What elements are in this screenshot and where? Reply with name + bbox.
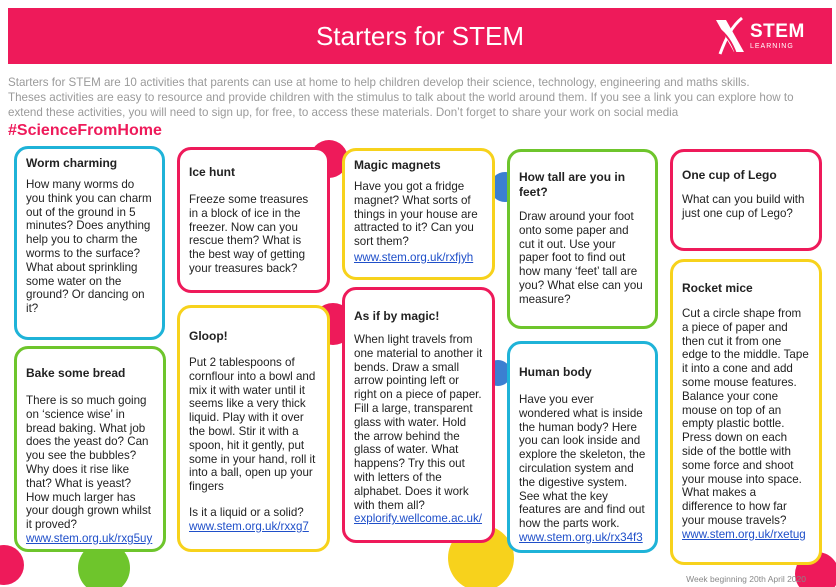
card-title: Ice hunt <box>189 165 236 179</box>
card-title: Human body <box>519 365 592 379</box>
card-how-tall <box>507 149 658 329</box>
header-banner <box>8 8 832 64</box>
link-rocket-mice[interactable]: www.stem.org.uk/rxetug <box>682 527 806 541</box>
card-one-cup-lego <box>670 149 822 251</box>
intro-text <box>8 75 832 120</box>
card-gloop <box>177 305 330 552</box>
card-body: Put 2 tablespoons of cornflour into a bowl and mix it with water until it seems like a very thick liquid. Play with it over the bowl. Stir it with a spoon, hit it gently, put some in your hand, roll it into a ball, open up your fingers <box>189 356 316 494</box>
card-body: Have you got a fridge magnet? What sorts of things in your house are attracted to it? Can you sort them? <box>354 180 478 249</box>
card-body: What can you build with just one cup of Lego? <box>682 193 805 220</box>
intro-line-2: Theses activities are easy to resource and provide children with the stimulus to talk about the world around them. If you see a link you can explore how to <box>8 91 794 104</box>
page-title: Starters for STEM <box>315 20 525 51</box>
card-title: Worm charming <box>26 156 118 170</box>
card-rocket-mice <box>670 259 822 565</box>
card-title: How tall are you in feet? <box>519 170 626 199</box>
card-question: Is it a liquid or a solid? <box>189 505 304 519</box>
card-worm-charming <box>14 146 165 340</box>
intro-line-1: Starters for STEM are 10 activities that parents can use at home to help children develop their science, technology, engineering and maths skills. <box>8 76 750 89</box>
link-magic-magnets[interactable]: www.stem.org.uk/rxfjyh <box>354 250 474 264</box>
card-title: One cup of Lego <box>682 168 777 182</box>
card-body: There is so much going on ‘science wise’ in bread baking. What job does the yeast do? Can you see the bubbles? Why does it rise like that? What is yeast? How much larger has your dough grown whilst it proved? <box>26 394 152 532</box>
card-body: Cut a circle shape from a piece of paper and then cut it from one edge to the middle. Tape it into a cone and add some mouse features. Balance your cone mouse on top of an empty plastic bottle. Press down on each side of the bottle with some force and shoot your mouse into space. What makes a difference to how far your mouse travels? <box>682 307 809 527</box>
card-bake-bread <box>14 346 166 552</box>
link-gloop[interactable]: www.stem.org.uk/rxxg7 <box>189 519 309 533</box>
card-human-body <box>507 341 658 553</box>
footer-date: Week beginning 20th April 2020 <box>686 574 806 584</box>
card-body: When light travels from one material to another it bends. Draw a small arrow pointing left or right on a piece of paper. Fill a large, transparent glass with water. Hold the arrow behind the glass of water. What happens? Try this out with letters of the alphabet. Does it work with them all? <box>354 333 483 512</box>
link-human-body[interactable]: www.stem.org.uk/rx34f3 <box>519 530 643 544</box>
card-ice-hunt <box>177 147 330 293</box>
logo-subtitle: LEARNING <box>750 43 794 50</box>
card-body: Freeze some treasures in a block of ice in the freezer. Now can you rescue them? What is the best way of getting your treasures back? <box>189 193 309 275</box>
card-title: Magic magnets <box>354 158 441 172</box>
card-magic-magnets <box>342 148 495 280</box>
card-body: How many worms do you think you can charm out of the ground in 5 minutes? Does anything help you to charm the worms to the surface? What about sprinkling some water on the ground? Or dancing on it? <box>26 178 152 316</box>
intro-line-3: extend these activities, you will need to sign up, for free, to access these materials. Don’t forget to share your work on social media <box>8 106 679 119</box>
card-title: As if by magic! <box>354 309 440 323</box>
stem-logo-icon <box>712 16 748 56</box>
card-title: Rocket mice <box>682 281 753 295</box>
hashtag: #ScienceFromHome <box>8 122 162 139</box>
logo-wordmark: STEM <box>750 21 805 42</box>
card-as-if-by-magic <box>342 287 495 543</box>
card-body: Draw around your foot onto some paper and cut it out. Use your paper foot to find out how many ‘feet’ tall are you? What else can you measure? <box>519 210 643 306</box>
link-bake-bread[interactable]: www.stem.org.uk/rxg5uy <box>26 531 153 545</box>
stem-learning-logo <box>712 14 822 58</box>
decor-blob-pink-bottom <box>0 545 24 585</box>
card-title: Bake some bread <box>26 366 126 380</box>
link-as-if-by-magic[interactable]: explorify.wellcome.ac.uk/ <box>354 512 483 526</box>
card-title: Gloop! <box>189 329 228 343</box>
card-body: Have you ever wondered what is inside the human body? Here you can look inside and explore the skeleton, the circulation system and the digestive system. See what the key features are and find out how the parts work. <box>519 393 646 531</box>
